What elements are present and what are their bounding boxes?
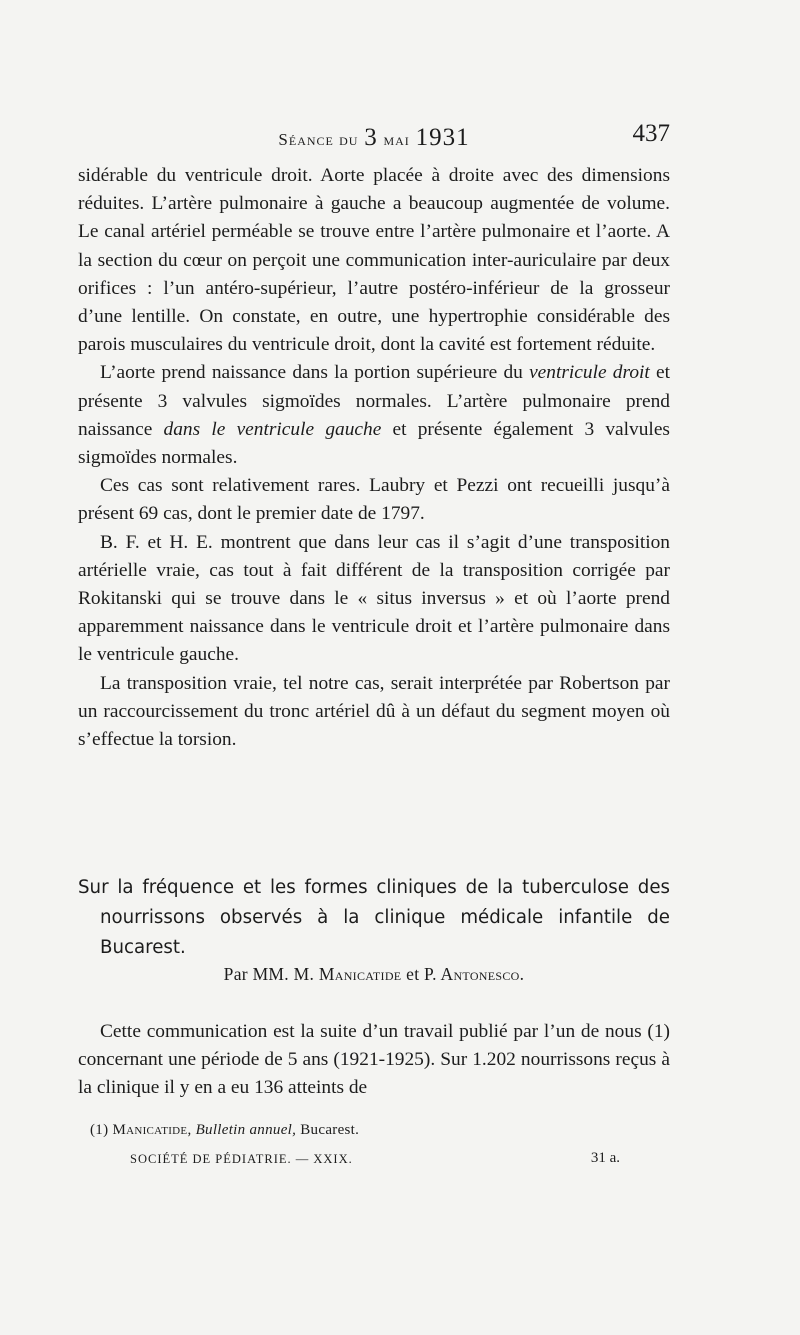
footnote-marker: (1) <box>90 1122 109 1138</box>
page-footer <box>130 1152 620 1172</box>
paragraph-1: sidérable du ventricule droit. Aorte placée à droite avec des dimensions réduites. L’artère pulmonaire à gauche a beaucoup augmentée de volume. Le canal artériel perméable se trouve entre l’artère pulmonaire et l’aorte. A la section du cœur on perçoit une communication inter-auriculaire par deux orifices : l’un antéro-supérieur, l’autre postéro-inférieur de la grosseur d’une lentille. On constate, en outre, une hypertrophie considérable des parois musculaires du ventricule droit, dont la cavité est fortement réduite. <box>78 165 670 356</box>
page-number: 437 <box>632 120 670 147</box>
body-text <box>78 162 670 754</box>
footnote <box>90 1122 650 1139</box>
page-header <box>78 120 670 156</box>
paragraph-4: B. F. et H. E. montrent que dans leur cas il s’agit d’une transposition artérielle vraie, cas tout à fait différent de la transposition corrigée par Rokitanski qui se trouve dans le « situs inversus » et où l’aorte prend apparemment naissance dans le ventricule droit et l’artère pulmonaire dans le ventricule gauche. <box>78 531 670 666</box>
author-2: P. Antonesco. <box>424 964 525 984</box>
article-paragraph: Cette communication est la suite d’un travail publié par l’un de nous (1) concernant une période de 5 ans (1921-1925). Sur 1.202 nourrissons reçus à la clinique il y en a eu 136 atteints de <box>78 1021 670 1099</box>
paragraph-3: Ces cas sont relativement rares. Laubry et Pezzi ont recueilli jusqu’à présent 69 cas, dont le premier date de 1797. <box>78 475 670 525</box>
paragraph-5: La transposition vraie, tel notre cas, serait interprétée par Robertson par un raccourcissement du tronc artériel dû à un défaut du segment moyen où s’effectue la torsion. <box>78 672 670 751</box>
footnote-title: Bulletin annuel, <box>195 1122 297 1138</box>
authors-conjunction: et <box>406 964 420 984</box>
footnote-place: Bucarest. <box>300 1122 360 1138</box>
paragraph-2-italic-b: dans le ventricule gauche <box>163 418 382 440</box>
running-head-month: mai <box>383 130 410 149</box>
running-head-year: 1931 <box>415 124 470 151</box>
paragraph-2-part-c: et présente 3 valvules sigmoïdes normales. L’artère pulmonaire prend naissance <box>78 362 670 440</box>
running-head <box>78 124 670 152</box>
footnote-author: Manicatide, <box>112 1122 192 1138</box>
paragraph-2-italic-a: ventricule droit <box>529 362 650 384</box>
author-1: M. Manicatide <box>293 964 402 984</box>
paragraph-2-part-a: L’aorte prend naissance dans la portion supérieure du <box>100 362 530 384</box>
paragraph-2 <box>78 359 670 472</box>
running-head-prefix: Séance du <box>278 130 359 149</box>
article-title: Sur la fréquence et les formes cliniques de la tuberculose des nourrissons observés à la clinique médicale infantile de Bucarest. <box>78 877 670 958</box>
article-authors <box>78 964 670 985</box>
paragraph-2-part-e: et présente également 3 valvules sigmoïdes normales. <box>78 418 670 469</box>
article-body <box>78 1018 670 1103</box>
authors-prefix: Par MM. <box>223 964 289 984</box>
journal-signature: SOCIÉTÉ DE PÉDIATRIE. — XXIX. <box>130 1152 353 1166</box>
running-head-day: 3 <box>364 124 378 151</box>
sheet-signature: 31 a. <box>590 1150 620 1166</box>
